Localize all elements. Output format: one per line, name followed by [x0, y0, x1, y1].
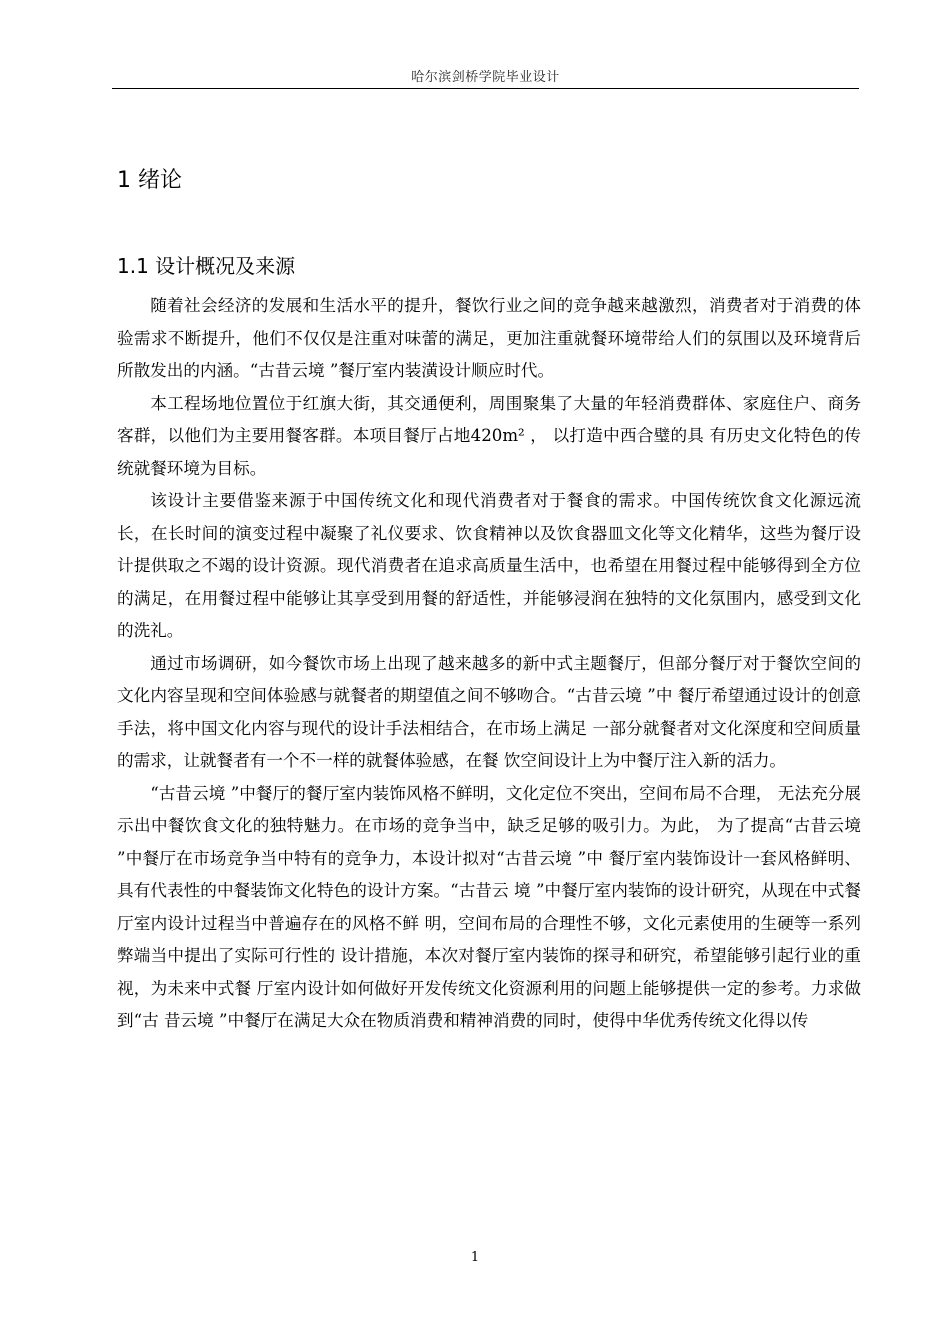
paragraph-4: 通过市场调研，如今餐饮市场上出现了越来越多的新中式主题餐厅，但部分餐厅对于餐饮空间的文化内容呈现和空间体验感与就餐者的期望值之间不够吻合。“古昔云境 ”中 餐厅希望通过设计的创意手法，将中国文化内容与现代的设计手法相结合，在市场上满足 一部分就餐者对文化深度和空间质量的需求，让就餐者有一个不一样的就餐体验感，在餐 饮空间设计上为中餐厅注入新的活力。: [117, 653, 861, 770]
paragraph-3: 该设计主要借鉴来源于中国传统文化和现代消费者对于餐食的需求。中国传统饮食文化源远流长，在长时间的演变过程中凝聚了礼仪要求、饮食精神以及饮食器皿文化等文化精华，这些为餐厅设计提供取之不竭的设计资源。现代消费者在追求高质量生活中，也希望在用餐过程中能够得到全方位的满足，在用餐过程中能够让其享受到用餐的舒适性，并能够浸润在独特的文化氛围内，感受到文化的洗礼。: [117, 491, 861, 640]
page-number: 1: [470, 1250, 480, 1265]
paragraph-1: 随着社会经济的发展和生活水平的提升，餐饮行业之间的竞争越来越激烈，消费者对于消费的体验需求不断提升，他们不仅仅是注重对味蕾的满足，更加注重就餐环境带给人们的氛围以及环境背后所散发出的内涵。“古昔云境 ”餐厅室内装潢设计顺应时代。: [117, 296, 861, 380]
page-header: 哈尔滨剑桥学院毕业设计: [411, 70, 560, 85]
body-text: [117, 290, 861, 1038]
chapter-title: 1 绪论: [117, 168, 182, 193]
paragraph-2: 本工程场地位置位于红旗大街，其交通便利，周围聚集了大量的年轻消费群体、家庭住户、商务客群，以他们为主要用餐客群。本项目餐厅占地420m² ， 以打造中西合璧的具 有历史文化特色的传统就餐环境为目标。: [117, 393, 861, 478]
section-title: 1.1 设计概况及来源: [117, 254, 296, 278]
paragraph-5: “古昔云境 ”中餐厅的餐厅室内装饰风格不鲜明，文化定位不突出，空间布局不合理， 无法充分展示出中餐饮食文化的独特魅力。在市场的竞争当中，缺乏足够的吸引力。为此， 为了提高“古昔云境 ”中餐厅在市场竞争当中特有的竞争力，本设计拟对“古昔云境 ”中 餐厅室内装饰设计一套风格鲜明、具有代表性的中餐装饰文化特色的设计方案。“古昔云 境 ”中餐厅室内装饰的设计研究，从现在中式餐厅室内设计过程当中普遍存在的风格不鲜 明，空间布局的合理性不够，文化元素使用的生硬等一系列弊端当中提出了实际可行性的 设计措施，本次对餐厅室内装饰的探寻和研究，希望能够引起行业的重视，为未来中式餐 厅室内设计如何做好开发传统文化资源利用的问题上能够提供一定的参考。力求做到“古 昔云境 ”中餐厅在满足大众在物质消费和精神消费的同时，使得中华优秀传统文化得以传: [117, 783, 861, 1030]
header-divider: [112, 88, 859, 89]
